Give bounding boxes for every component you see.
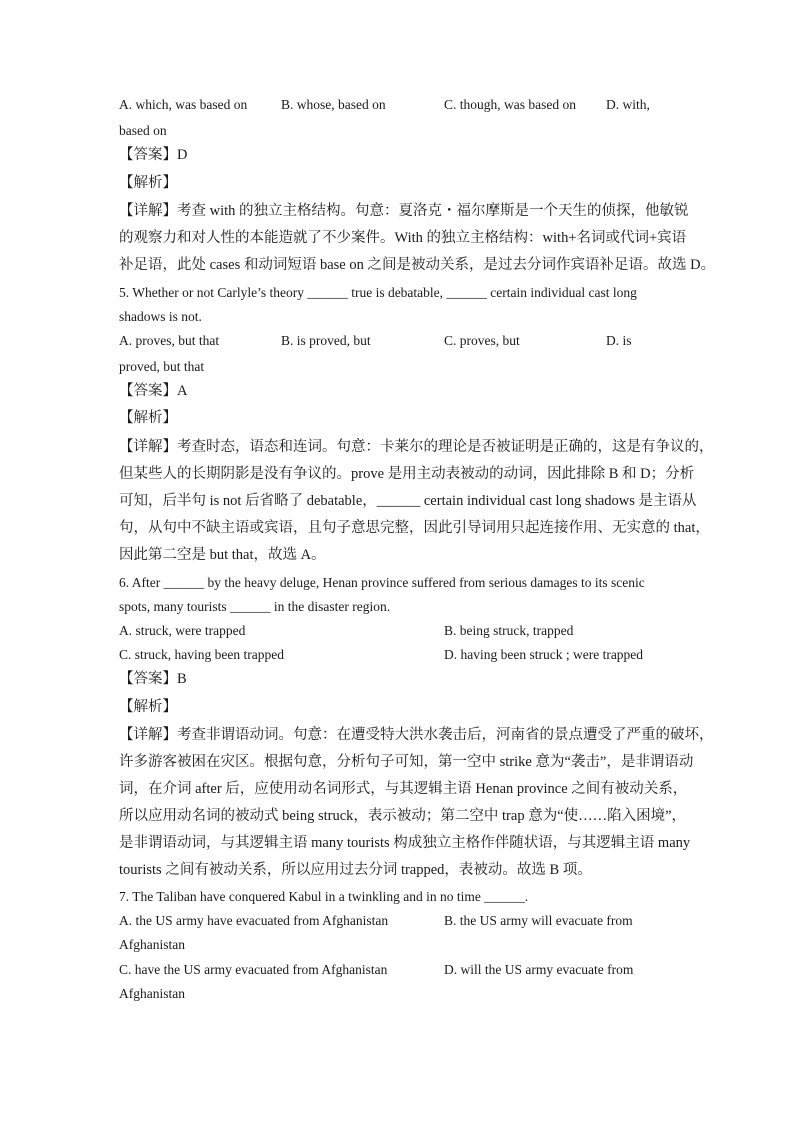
q5-option-d-cont: proved, but that <box>119 359 205 374</box>
q4-detail-line: 补足语，此处 cases 和动词短语 base on 之间是被动关系，是过去分词作宾语补足语。故选 D。 <box>119 257 716 273</box>
q5-detail-line: 因此第二空是 but that，故选 A。 <box>119 547 326 563</box>
q6-detail-line: 【详解】考查非谓语动词。句意：在遭受特大洪水袭击后，河南省的景点遭受了严重的破坏， <box>119 727 714 743</box>
q6-option-b: B. being struck, trapped <box>444 623 574 638</box>
q6-question-line: 6. After ______ by the heavy deluge, Henan province suffered from serious damages to its scenic <box>119 575 645 590</box>
q7-option-a: A. the US army have evacuated from Afghanistan <box>119 913 389 928</box>
q6-detail-line: 许多游客被困在灾区。根据句意，分析句子可知，第一空中 strike 意为“袭击”，是非谓语动 <box>119 754 694 770</box>
q7-option-b: B. the US army will evacuate from <box>444 913 633 928</box>
q7-option-d-cont: Afghanistan <box>119 986 185 1001</box>
q6-question-line: spots, many tourists ______ in the disaster region. <box>119 599 391 614</box>
q6-option-d: D. having been struck ; were trapped <box>444 647 644 662</box>
q4-option-d-cont: based on <box>119 123 167 138</box>
q4-option-c: C. though, was based on <box>444 97 576 112</box>
q4-option-b: B. whose, based on <box>281 97 386 112</box>
q5-detail-line: 但某些人的长期阴影是没有争议的。prove 是用主动表被动的动词，因此排除 B 和 D；分析 <box>119 466 695 482</box>
q4-detail-line: 【详解】考查 with 的独立主格结构。句意：夏洛克・福尔摩斯是一个天生的侦探，他敏锐 <box>119 203 689 219</box>
q4-analysis-heading: 【解析】 <box>119 175 177 191</box>
q6-option-c: C. struck, having been trapped <box>119 647 284 662</box>
q6-answer: 【答案】B <box>119 671 187 687</box>
q5-option-d: D. is <box>606 333 632 348</box>
q5-answer: 【答案】A <box>119 383 188 399</box>
q5-question-line: 5. Whether or not Carlyle’s theory ______ true is debatable, ______ certain individual cast long <box>119 285 637 300</box>
q5-analysis-heading: 【解析】 <box>119 410 177 426</box>
q7-question: 7. The Taliban have conquered Kabul in a twinkling and in no time ______. <box>119 889 529 904</box>
q5-question-line: shadows is not. <box>119 309 202 324</box>
q7-option-b-cont: Afghanistan <box>119 937 185 952</box>
q5-detail-line: 【详解】考查时态，语态和连词。句意：卡莱尔的理论是否被证明是正确的，这是有争议的， <box>119 439 714 455</box>
q4-option-a: A. which, was based on <box>119 97 248 112</box>
q5-option-a: A. proves, but that <box>119 333 220 348</box>
q5-option-c: C. proves, but <box>444 333 520 348</box>
q6-detail-line: 所以应用动名词的被动式 being struck，表示被动；第二空中 trap 意为“使……陷入困境”， <box>119 808 687 824</box>
q4-option-d: D. with, <box>606 97 650 112</box>
q7-option-d: D. will the US army evacuate from <box>444 962 634 977</box>
q5-detail-line: 可知，后半句 is not 后省略了 debatable，______ certain individual cast long shadows 是主语从 <box>119 493 697 509</box>
q6-option-a: A. struck, were trapped <box>119 623 246 638</box>
q6-detail-line: 是非谓语动词，与其逻辑主语 many tourists 构成独立主格作伴随状语，与其逻辑主语 many <box>119 835 691 851</box>
q7-option-c: C. have the US army evacuated from Afghanistan <box>119 962 388 977</box>
q6-detail-line: tourists 之间有被动关系，所以应用过去分词 trapped，表被动。故选 B 项。 <box>119 862 592 878</box>
q5-option-b: B. is proved, but <box>281 333 371 348</box>
q5-detail-line: 句，从句中不缺主语或宾语，且句子意思完整，因此引导词用只起连接作用、无实意的 that， <box>119 520 710 536</box>
q6-analysis-heading: 【解析】 <box>119 699 177 715</box>
q4-answer: 【答案】D <box>119 147 188 163</box>
q4-detail-line: 的观察力和对人性的本能造就了不少案件。With 的独立主格结构：with+名词或代词+宾语 <box>119 230 687 246</box>
q6-detail-line: 词，在介词 after 后，应使用动名词形式，与其逻辑主语 Henan province 之间有被动关系， <box>119 781 688 797</box>
